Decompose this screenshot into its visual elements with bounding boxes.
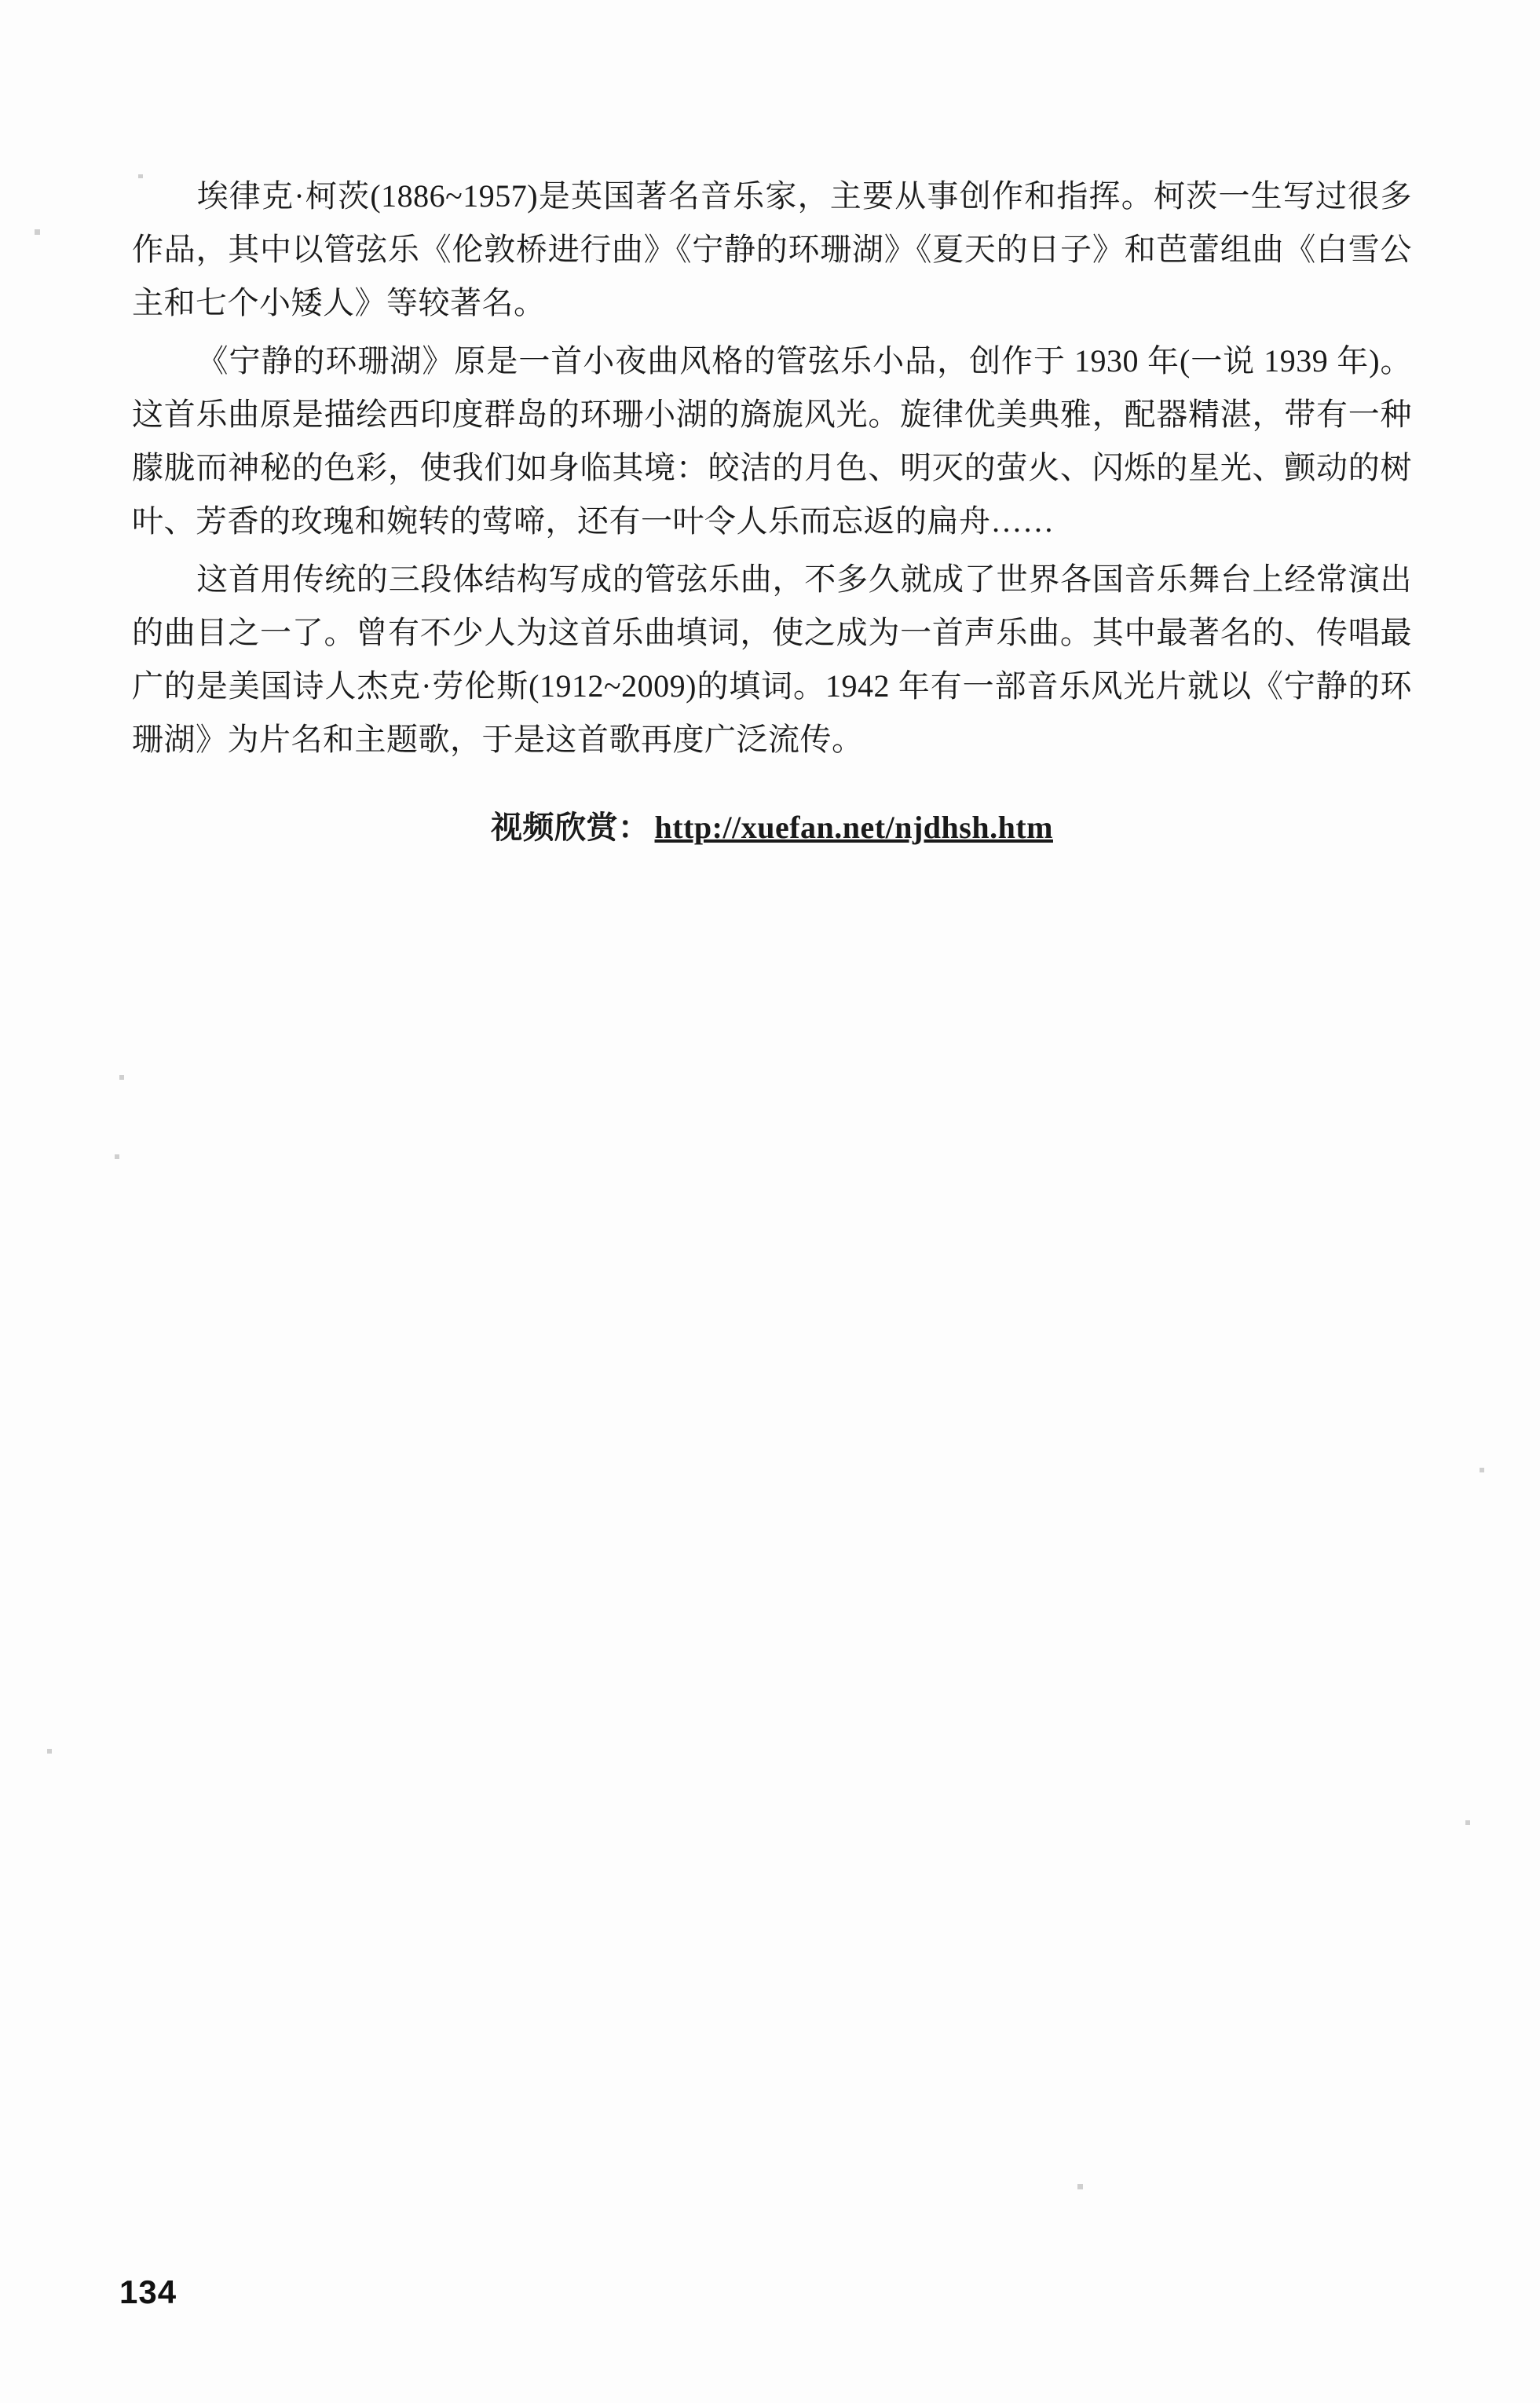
paragraph-text: 《宁静的环珊湖》原是一首小夜曲风格的管弦乐小品，创作于 1930 年(一说 1939 年)。这首乐曲原是描绘西印度群岛的环珊小湖的旖旎风光。旋律优美典雅，配器精湛，带有一种朦胧而神秘的色彩，使我们如身临其境：皎洁的月色、明灭的萤火、闪烁的星光、颤动的树叶、芳香的玫瑰和婉转的莺啼，还有一叶令人乐而忘返的扁舟…… xyxy=(132,343,1412,539)
page-number: 134 xyxy=(119,2273,177,2310)
paragraph-2 xyxy=(132,335,1412,548)
scan-speckle xyxy=(115,1154,119,1159)
paragraph-1 xyxy=(132,170,1412,330)
article-body xyxy=(132,170,1412,851)
paragraph-3 xyxy=(132,553,1412,766)
video-link-line xyxy=(132,804,1412,851)
paragraph-text: 埃律克·柯茨(1886~1957)是英国著名音乐家，主要从事创作和指挥。柯茨一生写过很多作品，其中以管弦乐《伦敦桥进行曲》《宁静的环珊湖》《夏天的日子》和芭蕾组曲《白雪公主和七个小矮人》等较著名。 xyxy=(132,178,1412,320)
scan-speckle xyxy=(47,1749,52,1754)
scan-speckle xyxy=(1480,1468,1484,1472)
video-label: 视频欣赏： xyxy=(491,810,650,845)
scan-speckle xyxy=(1077,2184,1083,2189)
video-url-link[interactable]: http://xuefan.net/njdhsh.htm xyxy=(654,810,1053,845)
scan-speckle xyxy=(119,1075,124,1080)
paragraph-text: 这首用传统的三段体结构写成的管弦乐曲，不多久就成了世界各国音乐舞台上经常演出的曲目之一了。曾有不少人为这首乐曲填词，使之成为一首声乐曲。其中最著名的、传唱最广的是美国诗人杰克·劳伦斯(1912~2009)的填词。1942 年有一部音乐风光片就以《宁静的环珊湖》为片名和主题歌，于是这首歌再度广泛流传。 xyxy=(132,561,1412,757)
scan-speckle xyxy=(1465,1820,1470,1825)
scan-speckle xyxy=(35,229,40,235)
